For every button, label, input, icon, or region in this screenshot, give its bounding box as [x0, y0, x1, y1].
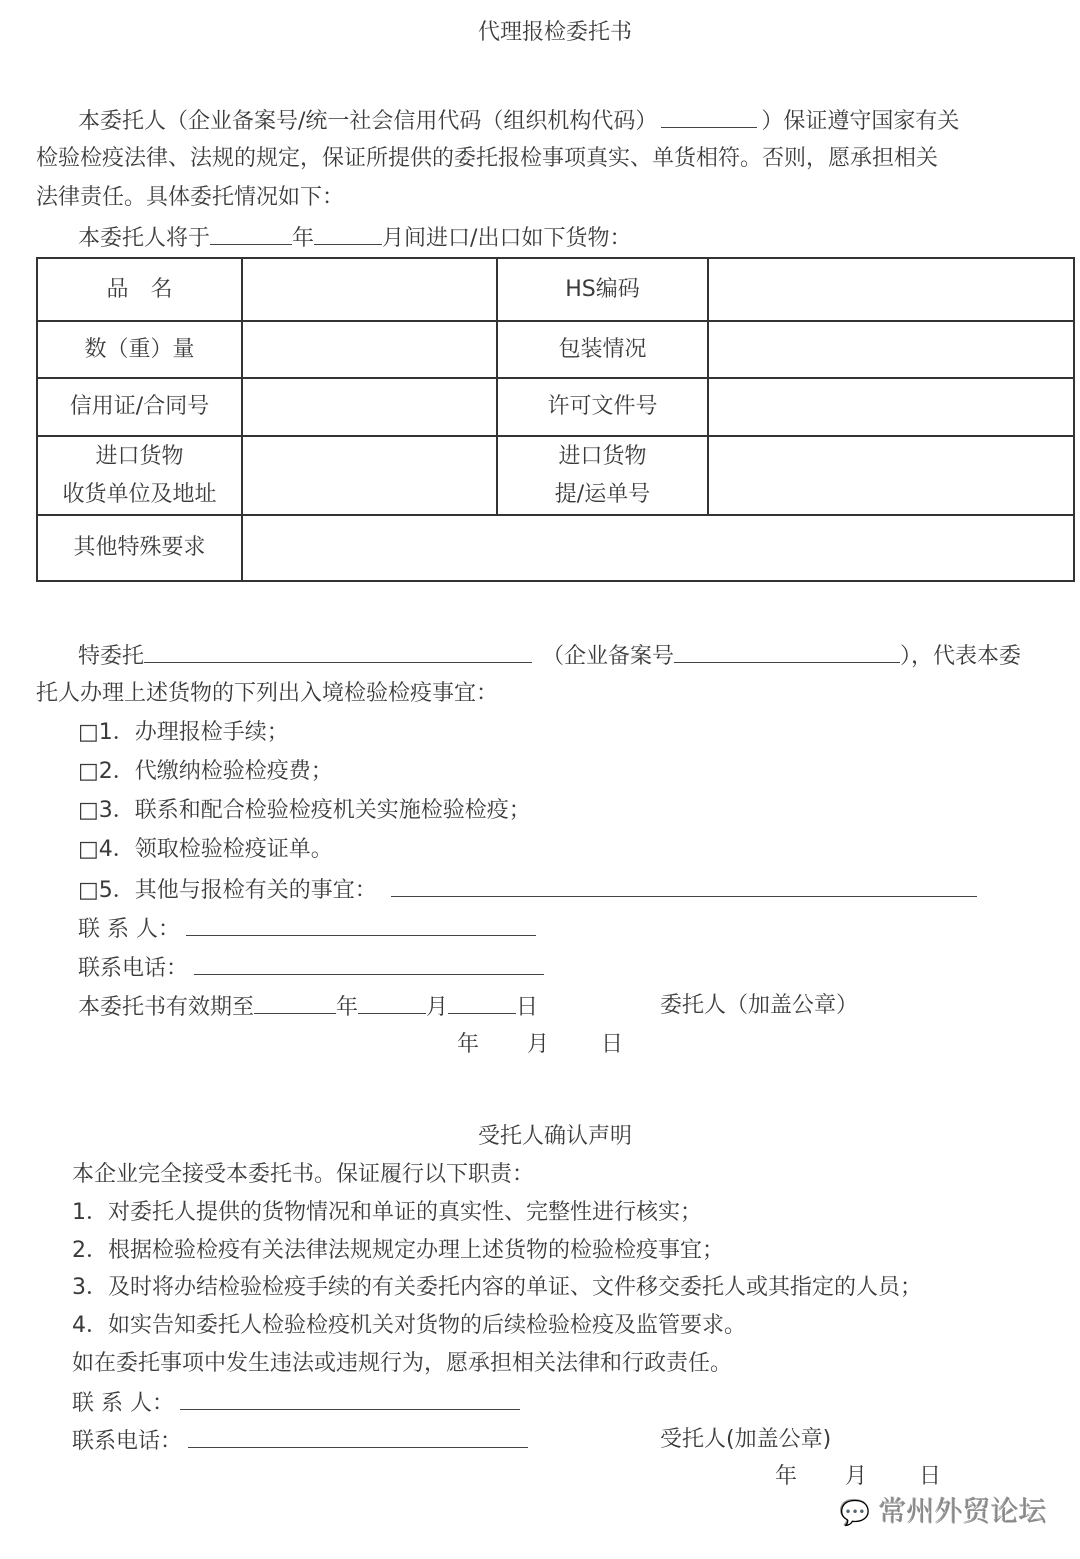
document-title: 代理报检委托书	[477, 20, 632, 45]
confirm-line: 4．如实告知委托人检验检疫机关对货物的后续检验检疫及监管要求。	[72, 1313, 746, 1338]
label-hs-code: HS编码	[497, 258, 708, 321]
label-bill-of-lading: 进口货物 提/运单号	[497, 436, 708, 515]
contact-phone: 联系电话：	[78, 952, 544, 984]
wechat-icon: 💬	[840, 1499, 870, 1527]
label-quantity: 数（重）量	[37, 321, 242, 378]
label-lc-contract: 信用证/合同号	[37, 378, 242, 436]
confirm-line: 3．及时将办结检验检疫手续的有关委托内容的单证、文件移交委托人或其指定的人员；	[72, 1275, 922, 1300]
option-4[interactable]: □4．领取检验检疫证单。	[78, 837, 333, 862]
principal-date: 年 月 日	[457, 1032, 624, 1057]
field-packing[interactable]	[708, 321, 1074, 378]
field-product-name[interactable]	[242, 258, 497, 321]
goods-table	[36, 257, 1075, 582]
agent-date: 年 月 日	[775, 1464, 942, 1489]
confirm-line: 本企业完全接受本委托书。保证履行以下职责：	[72, 1162, 535, 1187]
validity-line: 本委托书有效期至 年 月 日	[78, 991, 538, 1023]
contact-person: 联 系 人：	[78, 913, 536, 945]
field-consignee[interactable]	[242, 436, 497, 515]
confirm-line: 1．对委托人提供的货物情况和单证的真实性、完整性进行核实；	[72, 1200, 702, 1225]
option-2[interactable]: □2．代缴纳检验检疫费；	[78, 759, 333, 784]
field-special-requirements[interactable]	[242, 515, 1074, 581]
label-license: 许可文件号	[497, 378, 708, 436]
confirm-line: 如在委托事项中发生违法或违规行为，愿承担相关法律和行政责任。	[72, 1351, 733, 1376]
confirm-title: 受托人确认声明	[477, 1124, 632, 1149]
intro-line-1: 本委托人（企业备案号/统一社会信用代码（组织机构代码） ）保证遵守国家有关	[78, 105, 959, 137]
confirm-line: 2．根据检验检疫有关法律法规规定办理上述货物的检验检疫事宜；	[72, 1238, 724, 1263]
field-quantity[interactable]	[242, 321, 497, 378]
field-license[interactable]	[708, 378, 1074, 436]
intro-line-3: 法律责任。具体委托情况如下：	[36, 185, 345, 210]
field-lc-contract[interactable]	[242, 378, 497, 436]
authorize-line-1: 特委托 （企业备案号 ），代表本委	[78, 640, 1021, 672]
agent-contact-person: 联 系 人：	[72, 1387, 520, 1419]
agent-seal: 受托人(加盖公章)	[660, 1427, 832, 1452]
label-special-requirements: 其他特殊要求	[37, 515, 242, 581]
label-consignee: 进口货物 收货单位及地址	[37, 436, 242, 515]
label-product-name: 品 名	[37, 258, 242, 321]
option-5[interactable]: □5．其他与报检有关的事宜：	[78, 874, 977, 906]
watermark: 💬 常州外贸论坛	[840, 1495, 1047, 1528]
intro-line-4: 本委托人将于 年 月间进口/出口如下货物：	[78, 222, 631, 254]
intro-line-2: 检验检疫法律、法规的规定，保证所提供的委托报检事项真实、单货相符。否则，愿承担相关	[36, 146, 939, 171]
option-1[interactable]: □1．办理报检手续；	[78, 720, 289, 745]
authorize-line-2: 托人办理上述货物的下列出入境检验检疫事宜：	[36, 681, 499, 706]
label-packing: 包装情况	[497, 321, 708, 378]
agent-contact-phone: 联系电话：	[72, 1425, 528, 1457]
field-bill-of-lading[interactable]	[708, 436, 1074, 515]
option-3[interactable]: □3．联系和配合检验检疫机关实施检验检疫；	[78, 798, 531, 823]
field-hs-code[interactable]	[708, 258, 1074, 321]
principal-seal: 委托人（加盖公章）	[660, 993, 859, 1018]
